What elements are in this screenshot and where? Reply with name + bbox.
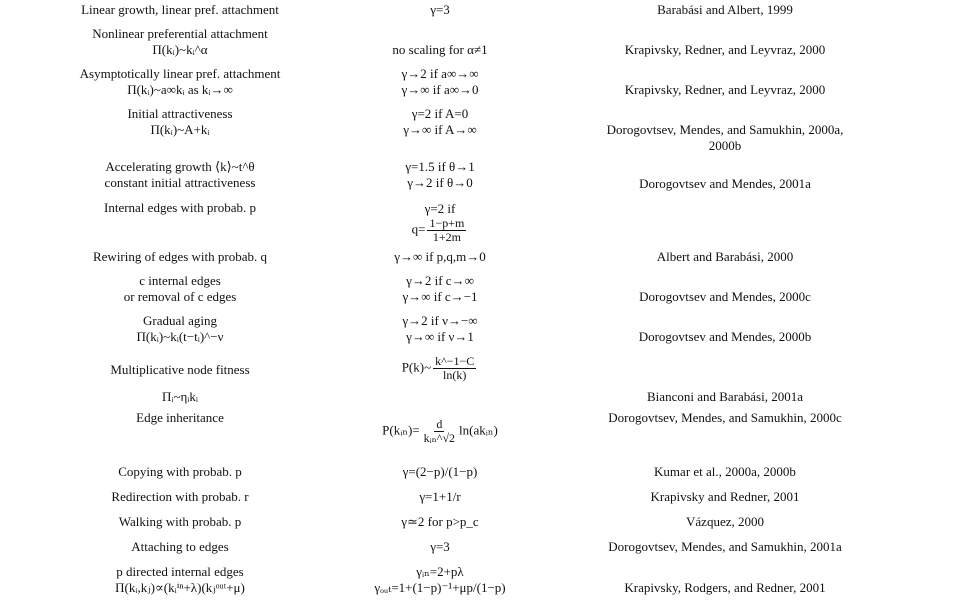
- reference-line: Dorogovtsev and Mendes, 2001a: [639, 176, 811, 191]
- model-line: p directed internal edges: [116, 564, 244, 579]
- exponent-line: no scaling for α≠1: [392, 42, 488, 57]
- reference-line: Krapivsky, Redner, and Leyvraz, 2000: [624, 42, 826, 57]
- exponent-formula: [320, 418, 560, 445]
- exponent-line: γ=1+1/r: [419, 489, 461, 504]
- fraction-numerator: k^−1−C: [435, 354, 475, 368]
- exponent-formula: [320, 355, 560, 382]
- exponent-line: γ→2 if θ→0: [407, 175, 473, 190]
- model-line: Nonlinear preferential attachment: [92, 26, 268, 41]
- exponent-line: γᵢₙ=2+pλ: [416, 564, 464, 579]
- exponent-line: γ=(2−p)/(1−p): [402, 464, 478, 479]
- model-line: Π(kᵢ)~kᵢ^α: [152, 42, 208, 57]
- reference-line: Kumar et al., 2000a, 2000b: [654, 464, 796, 479]
- exponent-line: γ→∞ if a∞→0: [401, 82, 479, 97]
- reference-line: Dorogovtsev, Mendes, and Samukhin, 2001a: [608, 539, 842, 554]
- model-line: Asymptotically linear pref. attachment: [79, 66, 281, 81]
- exponent-line: γ→2 if a∞→∞: [401, 66, 479, 81]
- formula-prefix: q=: [411, 221, 426, 237]
- model-line: Π(kᵢ,kⱼ)∝(kᵢⁱⁿ+λ)(kⱼᵒᵘᵗ+μ): [115, 580, 245, 595]
- reference-line: 2000b: [708, 138, 742, 153]
- reference-line: Vázquez, 2000: [686, 514, 764, 529]
- model-line: Π(kᵢ)~A+kᵢ: [150, 122, 210, 137]
- formula-suffix: ln(akᵢₙ): [459, 422, 498, 438]
- reference-line: Barabási and Albert, 1999: [657, 2, 793, 17]
- model-line: Internal edges with probab. p: [104, 200, 256, 215]
- exponent-line: γ=3: [430, 539, 450, 554]
- reference-line: Dorogovtsev, Mendes, and Samukhin, 2000a,: [606, 122, 844, 137]
- model-line: or removal of c edges: [123, 289, 237, 304]
- exponent-line: γ→2 if ν→−∞: [402, 313, 478, 328]
- exponent-line: γ=2 if A=0: [411, 106, 469, 121]
- exponent-line: γ≃2 for p>p_c: [401, 514, 479, 529]
- model-line: Π(kᵢ)~kᵢ(t−tᵢ)^−ν: [136, 329, 224, 344]
- model-line: Multiplicative node fitness: [110, 362, 250, 377]
- exponent-line: γ→∞ if ν→1: [406, 329, 474, 344]
- reference-line: Dorogovtsev and Mendes, 2000b: [638, 329, 812, 344]
- exponent-line: γ=2 if: [424, 201, 456, 216]
- fraction-numerator: d: [436, 417, 443, 431]
- exponent-line: γ→∞ if p,q,m→0: [394, 249, 486, 264]
- model-line: c internal edges: [139, 273, 221, 288]
- model-line: Attaching to edges: [131, 539, 229, 554]
- exponent-line: γ=1.5 if θ→1: [405, 159, 475, 174]
- model-line: Π(kᵢ)~a∞kᵢ as kᵢ→∞: [127, 82, 233, 97]
- reference-line: Albert and Barabási, 2000: [656, 249, 794, 264]
- exponent-line: γ→∞ if c→−1: [402, 289, 478, 304]
- fraction-denominator: ln(k): [443, 368, 467, 382]
- reference-line: Dorogovtsev and Mendes, 2000c: [639, 289, 811, 304]
- reference-line: Bianconi and Barabási, 2001a: [647, 389, 803, 404]
- fraction: [427, 217, 466, 244]
- formula-prefix: P(k)~: [401, 359, 432, 375]
- model-line: Initial attractiveness: [127, 106, 233, 121]
- fraction: [433, 355, 476, 382]
- model-line: Copying with probab. p: [118, 464, 242, 479]
- fraction: [422, 418, 457, 445]
- fraction-numerator: 1−p+m: [429, 216, 465, 230]
- model-line: Gradual aging: [142, 313, 217, 328]
- model-line: Πᵢ~ηᵢkᵢ: [161, 389, 199, 404]
- reference-line: Krapivsky, Redner, and Leyvraz, 2000: [624, 82, 826, 97]
- model-line: Accelerating growth ⟨k⟩~t^θ: [105, 159, 255, 174]
- exponent-line: γ→2 if c→∞: [406, 273, 474, 288]
- exponent-line: γ=3: [430, 2, 450, 17]
- reference-line: Krapivsky, Rodgers, and Redner, 2001: [624, 580, 826, 595]
- reference-line: Krapivsky and Redner, 2001: [650, 489, 800, 504]
- model-line: Edge inheritance: [136, 410, 224, 425]
- formula-prefix: P(kᵢₙ)=: [382, 422, 420, 438]
- model-line: constant initial attractiveness: [104, 175, 256, 190]
- exponent-formula: [320, 217, 560, 244]
- model-line: Linear growth, linear pref. attachment: [81, 2, 279, 17]
- fraction-denominator: kᵢₙ^√2: [423, 431, 456, 445]
- exponent-line: γ→∞ if A→∞: [403, 122, 477, 137]
- exponent-line: γₒᵤₜ=1+(1−p)⁻¹+μp/(1−p): [374, 580, 506, 595]
- model-line: Redirection with probab. r: [111, 489, 249, 504]
- model-line: Rewiring of edges with probab. q: [92, 249, 268, 264]
- reference-line: Dorogovtsev, Mendes, and Samukhin, 2000c: [608, 410, 842, 425]
- fraction-denominator: 1+2m: [432, 230, 461, 244]
- model-line: Walking with probab. p: [118, 514, 242, 529]
